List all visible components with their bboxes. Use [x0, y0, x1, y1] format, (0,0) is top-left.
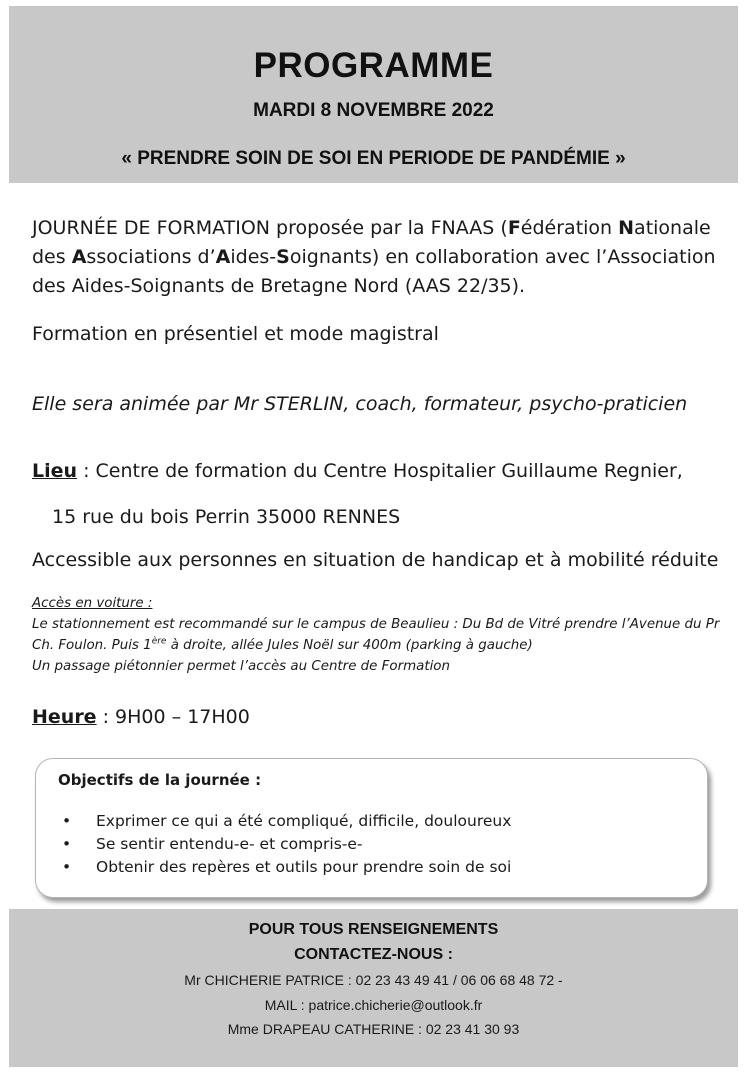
location-address: 15 rue du bois Perrin 35000 RENNES: [52, 506, 401, 528]
bullet-icon: •: [62, 812, 72, 830]
hours-label: Heure: [32, 706, 97, 728]
hours-text: : 9H00 – 17H00: [96, 706, 250, 728]
intro-text: ationale des: [32, 217, 711, 268]
intro-initial: A: [215, 246, 231, 268]
bullet-icon: •: [62, 858, 72, 876]
event-theme: « PRENDRE SOIN DE SOI EN PERIODE DE PANDÉMIE »: [121, 148, 626, 169]
contact-phone-2: Mme DRAPEAU CATHERINE : 02 23 41 30 93: [227, 1021, 520, 1037]
training-mode: Formation en présentiel et mode magistral: [32, 323, 439, 345]
event-date: MARDI 8 NOVEMBRE 2022: [253, 100, 494, 121]
page-title: PROGRAMME: [253, 46, 494, 85]
hours-line: [32, 703, 250, 732]
header-banner: [9, 6, 738, 183]
intro-initial: N: [618, 217, 635, 239]
car-access-line: Le stationnement est recommandé sur le campus de Beaulieu : Du Bd de Vitré prendre l’Avenue du Pr Ch. Foulon. Puis 1: [32, 617, 720, 653]
intro-text: JOURNÉE DE FORMATION proposée par la FNAAS (: [32, 217, 508, 239]
car-access-title: Accès en voiture :: [32, 596, 153, 611]
objectives-title: Objectifs de la journée :: [58, 771, 262, 789]
objectives-list: [56, 810, 511, 879]
car-access-text: [32, 614, 742, 677]
contact-email: MAIL : patrice.chicherie@outlook.fr: [264, 997, 483, 1013]
car-access-line: à droite, allée Jules Noël sur 400m (parking à gauche): [166, 638, 533, 653]
contact-title: POUR TOUS RENSEIGNEMENTS: [248, 921, 499, 938]
intro-initial: F: [507, 217, 521, 239]
car-access-line: Un passage piétonnier permet l’accès au Centre de Formation: [32, 659, 450, 674]
intro-text: oignants) en collaboration avec l’Association des Aides-Soignants de Bretagne Nord (AAS 22/35).: [32, 246, 716, 297]
location-line: [32, 457, 683, 486]
objectives-box: [35, 758, 708, 898]
intro-text: ides-: [230, 246, 277, 268]
objective-text: Obtenir des repères et outils pour prendre soin de soi: [96, 858, 512, 876]
contact-phone-1: Mr CHICHERIE PATRICE : 02 23 43 49 41 / 06 06 68 48 72 -: [184, 972, 563, 988]
objective-text: Exprimer ce qui a été compliqué, difficile, douloureux: [96, 812, 512, 830]
bullet-icon: •: [62, 835, 72, 853]
intro-initial: S: [276, 246, 290, 268]
intro-paragraph: [32, 214, 732, 301]
intro-text: édération: [520, 217, 619, 239]
location-text: : Centre de formation du Centre Hospitalier Guillaume Regnier,: [77, 460, 683, 482]
location-label: Lieu: [32, 460, 78, 482]
intro-initial: A: [71, 246, 87, 268]
list-item: [56, 810, 511, 833]
contact-subtitle: CONTACTEZ-NOUS :: [294, 946, 453, 963]
intro-text: ssociations d’: [86, 246, 216, 268]
list-item: [56, 833, 511, 856]
accessibility-note: Accessible aux personnes en situation de handicap et à mobilité réduite: [32, 549, 719, 571]
trainer-info: Elle sera animée par Mr STERLIN, coach, formateur, psycho-praticien: [32, 393, 688, 415]
objective-text: Se sentir entendu-e- et compris-e-: [96, 835, 363, 853]
contact-footer: [9, 909, 738, 1067]
list-item: [56, 856, 511, 879]
car-access-sup: ère: [151, 636, 167, 647]
